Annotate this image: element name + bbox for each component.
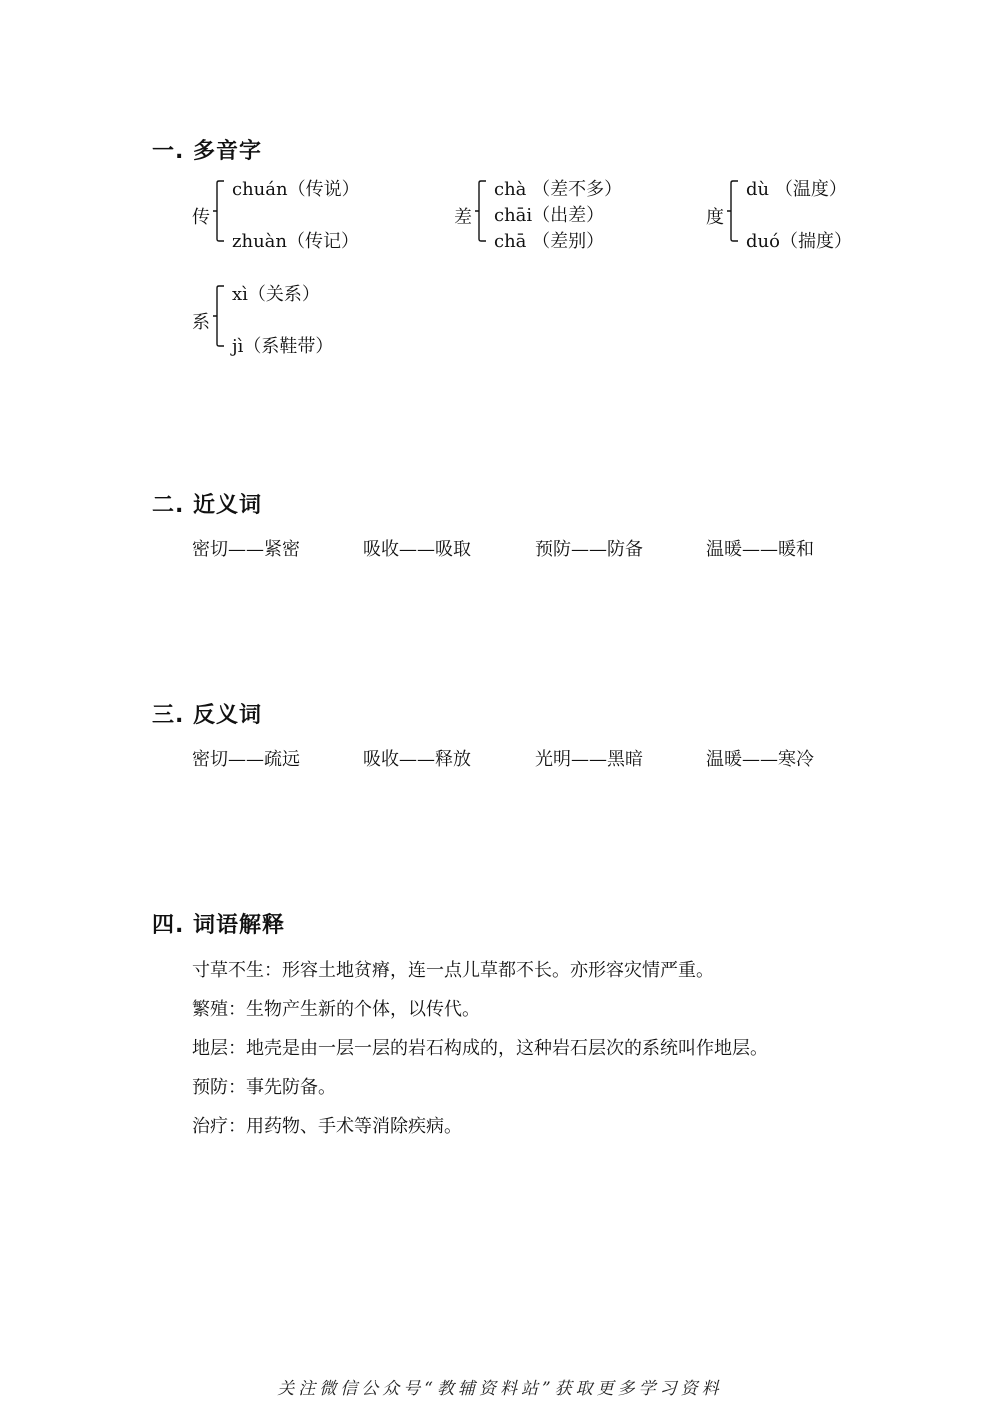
synonym-pair: 温暖——暖和 — [706, 539, 814, 560]
section-title-synonyms: 二. 近义词 — [152, 493, 263, 518]
definition-item: 繁殖：生物产生新的个体，以传代。 — [192, 999, 480, 1020]
brace-icon — [726, 180, 740, 242]
reading: dù （温度） — [746, 179, 847, 200]
brace-icon — [474, 180, 488, 242]
reading: chuán（传说） — [232, 179, 360, 200]
reading: jì（系鞋带） — [232, 336, 334, 357]
antonym-pair: 吸收——释放 — [363, 749, 471, 770]
section-title-polyphonic: 一. 多音字 — [152, 139, 263, 164]
polyphonic-char: 差 — [454, 207, 472, 228]
brace-icon — [212, 180, 226, 242]
section-title-definitions: 四. 词语解释 — [152, 913, 286, 938]
section-title-antonyms: 三. 反义词 — [152, 703, 263, 728]
polyphonic-char: 系 — [192, 312, 210, 333]
definition-item: 治疗：用药物、手术等消除疾病。 — [192, 1116, 462, 1137]
reading: chà （差不多） — [494, 179, 623, 200]
reading: chāi（出差） — [494, 205, 605, 226]
reading: xì（关系） — [232, 284, 320, 305]
reading: chā （差别） — [494, 231, 605, 252]
antonym-pair: 温暖——寒冷 — [706, 749, 814, 770]
definition-item: 寸草不生：形容土地贫瘠，连一点儿草都不长。亦形容灾情严重。 — [192, 960, 714, 981]
antonym-pair: 密切——疏远 — [192, 749, 300, 770]
footer-note: 关注微信公众号“教辅资料站”获取更多学习资料 — [277, 1379, 723, 1399]
brace-icon — [212, 285, 226, 347]
polyphonic-char: 传 — [192, 207, 210, 228]
antonym-pair: 光明——黑暗 — [535, 749, 643, 770]
synonym-pair: 密切——紧密 — [192, 539, 300, 560]
synonym-pair: 预防——防备 — [535, 539, 643, 560]
reading: zhuàn（传记） — [232, 231, 359, 252]
definition-item: 地层：地壳是由一层一层的岩石构成的，这种岩石层次的系统叫作地层。 — [192, 1038, 768, 1059]
reading: duó（揣度） — [746, 231, 852, 252]
synonym-pair: 吸收——吸取 — [363, 539, 471, 560]
polyphonic-char: 度 — [706, 207, 724, 228]
definition-item: 预防：事先防备。 — [192, 1077, 336, 1098]
